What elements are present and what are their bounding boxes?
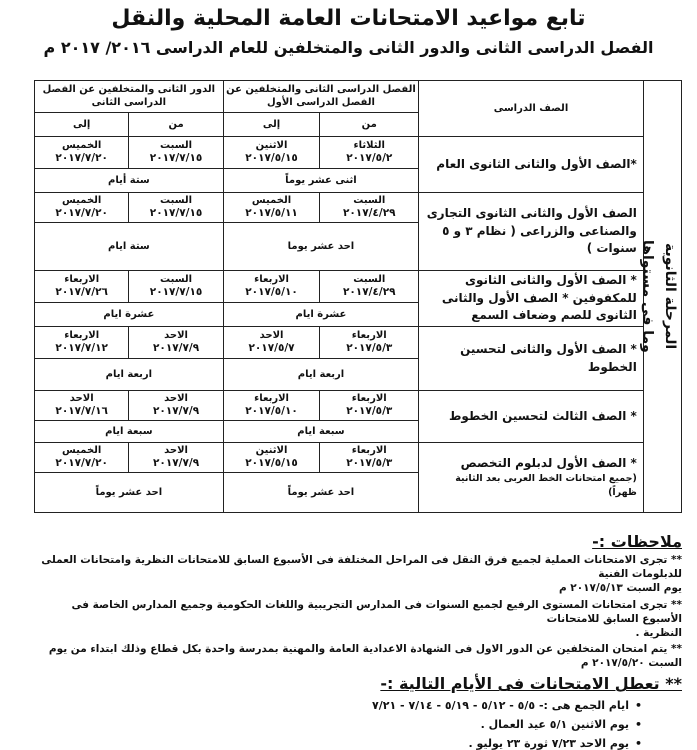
date-cell: الاحد ٢٠١٧/٧/١٦ — [35, 391, 129, 421]
date-cell: الاربعاء ٢٠١٧/٧/٢٦ — [35, 271, 129, 303]
notes-title: ملاحظات :- — [592, 532, 682, 551]
grade-cell: *الصف الأول والثانى الثانوى العام — [419, 137, 644, 193]
table-row — [35, 391, 682, 421]
duration-cell: احد عشر يوما — [223, 223, 418, 271]
date-cell: الاثنين ٢٠١٧/٥/١٥ — [223, 443, 320, 473]
stage-label-cell — [639, 81, 681, 513]
duration-cell: احد عشر يوماً — [35, 473, 224, 513]
table-row — [35, 443, 682, 473]
date-cell: الاحد ٢٠١٧/٧/٩ — [129, 391, 223, 421]
date-cell: الخميس ٢٠١٧/٧/٢٠ — [35, 443, 129, 473]
g1-from-header: من — [320, 113, 419, 137]
grade-note: (جميع امتحانات الخط العربى بعد الثانية ظهراً) — [455, 473, 637, 499]
date-cell: الاربعاء ٢٠١٧/٧/١٢ — [35, 327, 129, 359]
date-cell: السبت ٢٠١٧/٤/٢٩ — [320, 271, 419, 303]
date-cell: الاحد ٢٠١٧/٧/٩ — [129, 327, 223, 359]
duration-cell: ستة ايام — [35, 223, 224, 271]
bullet-icon: • — [634, 737, 642, 750]
table-row — [35, 193, 682, 223]
stage-label: المرحلة الثانوية — [662, 243, 678, 350]
date-cell: السبت ٢٠١٧/٧/١٥ — [129, 193, 223, 223]
stage-label-level: وما فى مستواها — [639, 240, 656, 353]
holidays-title: ** تعطل الامتحانات فى الأيام التالية :- — [380, 674, 682, 694]
duration-cell: عشرة ايام — [35, 303, 224, 327]
date-cell: السبت ٢٠١٧/٧/١٥ — [129, 271, 223, 303]
holiday-item: •ايام الجمع هى :- ٥/٥ - ٥/١٢ - ٥/١٩ - ٧/١٤ - ٧/٢١ — [372, 699, 642, 713]
grade-cell: الصف الأول والثانى الثانوى التجارى والصناعى والزراعى ( نظام ٣ و ٥ سنوات ) — [419, 193, 644, 271]
g2-from-header: من — [129, 113, 223, 137]
table-row — [35, 327, 682, 359]
date-cell: الاحد ٢٠١٧/٥/٧ — [223, 327, 320, 359]
duration-cell: ستة أيام — [35, 169, 224, 193]
date-cell: الاحد ٢٠١٧/٧/٩ — [129, 443, 223, 473]
duration-cell: عشرة ايام — [223, 303, 418, 327]
grade-cell: * الصف الأول لدبلوم التخصص (جميع امتحانات الخط العربى بعد الثانية ظهراً) — [419, 443, 644, 513]
date-cell: الاربعاء ٢٠١٧/٥/١٠ — [223, 271, 320, 303]
duration-cell: احد عشر يوماً — [223, 473, 418, 513]
grade-cell: * الصف الأول والثانى لتحسين الخطوط — [419, 327, 644, 391]
grade-cell: * الصف الأول والثانى الثانوى للمكفوفين * الصف الأول والثانى الثانوى للصم وضعاف السمع — [419, 271, 644, 327]
duration-cell: اربعة ايام — [35, 359, 224, 391]
date-cell: الخميس ٢٠١٧/٥/١١ — [223, 193, 320, 223]
date-cell: الاربعاء ٢٠١٧/٥/٣ — [320, 391, 419, 421]
date-cell: الثلاثاء ٢٠١٧/٥/٢ — [320, 137, 419, 169]
document-subtitle: الفصل الدراسى الثانى والدور الثانى والمتخلفين للعام الدراسى ٢٠١٦/ ٢٠١٧ م — [43, 38, 654, 57]
schedule-table — [34, 80, 682, 513]
holiday-item: •يوم الاحد ٧/٢٣ ثورة ٢٣ يوليو . — [468, 737, 642, 750]
grade-cell: * الصف الثالث لتحسين الخطوط — [419, 391, 644, 443]
notes-section — [34, 532, 682, 750]
date-cell: الاربعاء ٢٠١٧/٥/٣ — [320, 327, 419, 359]
bullet-icon: • — [634, 718, 642, 732]
holiday-item: •يوم الاثنين ٥/١ عيد العمال . — [480, 718, 642, 732]
g2-to-header: إلى — [35, 113, 129, 137]
duration-cell: اثنى عشر يوماً — [223, 169, 418, 193]
table-row — [35, 271, 682, 303]
date-cell: السبت ٢٠١٧/٤/٢٩ — [320, 193, 419, 223]
bullet-icon: • — [634, 699, 642, 713]
note-item: ** تجرى امتحانات المستوى الرفيع لجميع السنوات فى المدارس التجريبية واللغات الحكومية وجميع المدارس الخاصة فى الأسبوع السابق للامتحانات النظرية . — [71, 598, 682, 639]
document-title: تابع مواعيد الامتحانات العامة المحلية والنقل — [111, 6, 586, 31]
table-row — [35, 137, 682, 169]
note-item: ** يتم امتحان المتخلفين عن الدور الاول فى الشهادة الاعدادية العامة والمهنية بمدرسة واحدة بكل قطاع وذلك ابتداء من يوم السبت ٢٠١٧/٥/٢٠ م — [48, 643, 682, 670]
date-cell: الاربعاء ٢٠١٧/٥/١٠ — [223, 391, 320, 421]
duration-cell: سبعة ايام — [223, 421, 418, 443]
duration-cell: اربعة ايام — [223, 359, 418, 391]
date-cell: السبت ٢٠١٧/٧/١٥ — [129, 137, 223, 169]
g1-to-header: إلى — [223, 113, 320, 137]
date-cell: الخميس ٢٠١٧/٧/٢٠ — [35, 193, 129, 223]
group2-header: الدور الثانى والمتخلفين عن الفصل الدراسى الثانى — [35, 81, 224, 113]
grade-header: الصف الدراسى — [419, 81, 644, 137]
date-cell: الاثنين ٢٠١٧/٥/١٥ — [223, 137, 320, 169]
duration-cell: سبعة ايام — [35, 421, 224, 443]
date-cell: الخميس ٢٠١٧/٧/٢٠ — [35, 137, 129, 169]
note-item: ** تجرى الامتحانات العملية لجميع فرق النقل فى المراحل المختلفة فى الأسبوع السابق للامتحانات النظرية وامتحانات العملى للدبلومات الفنية يوم السبت ٢٠١٧/٥/١٣ م — [41, 554, 682, 595]
date-cell: الاربعاء ٢٠١٧/٥/٣ — [320, 443, 419, 473]
group1-header: الفصل الدراسى الثانى والمتخلفين عن الفصل الدراسى الأول — [223, 81, 418, 113]
